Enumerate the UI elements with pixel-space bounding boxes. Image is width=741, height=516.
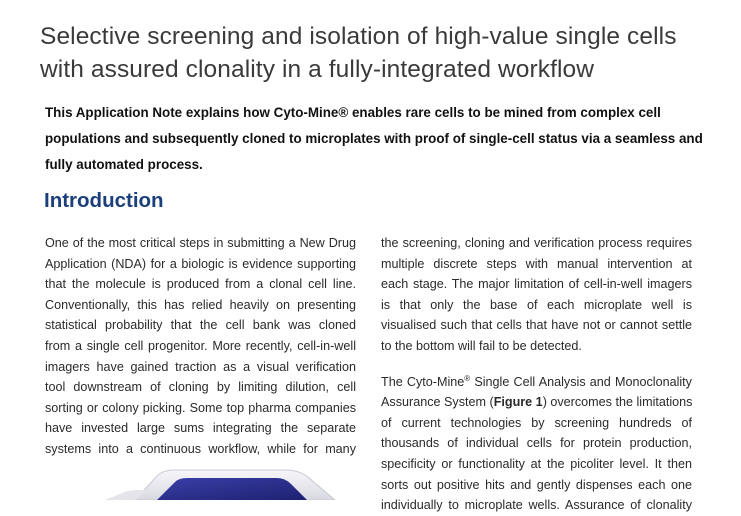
figure-1-reference[interactable]: Figure 1: [493, 395, 543, 410]
assurance-text: Assurance System (: [381, 395, 494, 410]
right-line: to the bottom will fail to be detected.: [381, 338, 582, 353]
title-line-1: Selective screening and isolation of high-value single cells: [40, 23, 677, 50]
intro-line-2: populations and subsequently cloned to microplates with proof of single-cell status via a seamless and: [45, 131, 703, 146]
limitations-text: ) overcomes the limitations: [542, 395, 693, 410]
registered-mark: ®: [464, 373, 471, 383]
left-line: sorting or colony picking. Some top pharma companies: [45, 400, 356, 415]
left-line: from a single cell progenitor. More recently, cell-in-well: [45, 338, 356, 353]
right-line: specificity or functionality at the picoliter level. It then: [381, 456, 692, 471]
right-line: sorts out positive hits and gently dispenses each one: [381, 477, 692, 492]
left-line: One of the most critical steps in submitting a New Drug: [45, 236, 356, 250]
right-line: is that only the base of each microplate well is: [381, 297, 692, 312]
left-line: that the molecule is produced from a clonal cell line.: [45, 277, 356, 292]
right-line: of current technologies by screening hundreds of: [381, 415, 692, 430]
left-line: Application (NDA) for a biologic is evidence supporting: [45, 256, 356, 271]
left-column: [45, 233, 356, 460]
product-suffix: Single Cell Analysis and Monoclonality: [470, 374, 692, 389]
intro-summary: [45, 100, 703, 178]
instrument-illustration: [95, 462, 345, 500]
right-line: the screening, cloning and verification process requires: [381, 236, 692, 250]
right-line-product: [381, 372, 692, 393]
left-line: imagers have gained traction as a visual verification: [45, 359, 356, 374]
product-name: The Cyto-Mine: [381, 374, 465, 389]
right-line: individually to microplate wells. Assurance of clonality: [381, 498, 692, 513]
left-line: systems into a continuous workflow, while for many: [45, 441, 356, 456]
title-line-2: with assured clonality in a fully-integrated workflow: [40, 56, 595, 83]
left-line: have invested large sums integrating the separate: [45, 421, 356, 436]
left-line: Conventionally, this has relied heavily on presenting: [45, 297, 356, 312]
right-line: each stage. The major limitation of cell-in-well imagers: [381, 277, 692, 292]
right-line: thousands of individual cells for protein production,: [381, 436, 692, 451]
paragraph-gap: [381, 357, 692, 372]
document-title: [40, 20, 720, 86]
intro-line-3: fully automated process.: [45, 157, 203, 172]
right-line: multiple discrete steps with manual intervention at: [381, 256, 692, 271]
right-line: visualised such that cells that have not or cannot settle: [381, 318, 692, 333]
section-heading-introduction: Introduction: [44, 189, 164, 212]
left-line: tool downstream of cloning by limiting dilution, cell: [45, 380, 356, 395]
intro-line-1: This Application Note explains how Cyto-Mine® enables rare cells to be mined from complex cell: [45, 105, 661, 120]
right-column: [381, 233, 692, 516]
cyto-mine-instrument-image: [95, 462, 345, 500]
right-line-figure-ref: [381, 392, 692, 413]
left-line: statistical probability that the cell bank was cloned: [45, 318, 356, 333]
